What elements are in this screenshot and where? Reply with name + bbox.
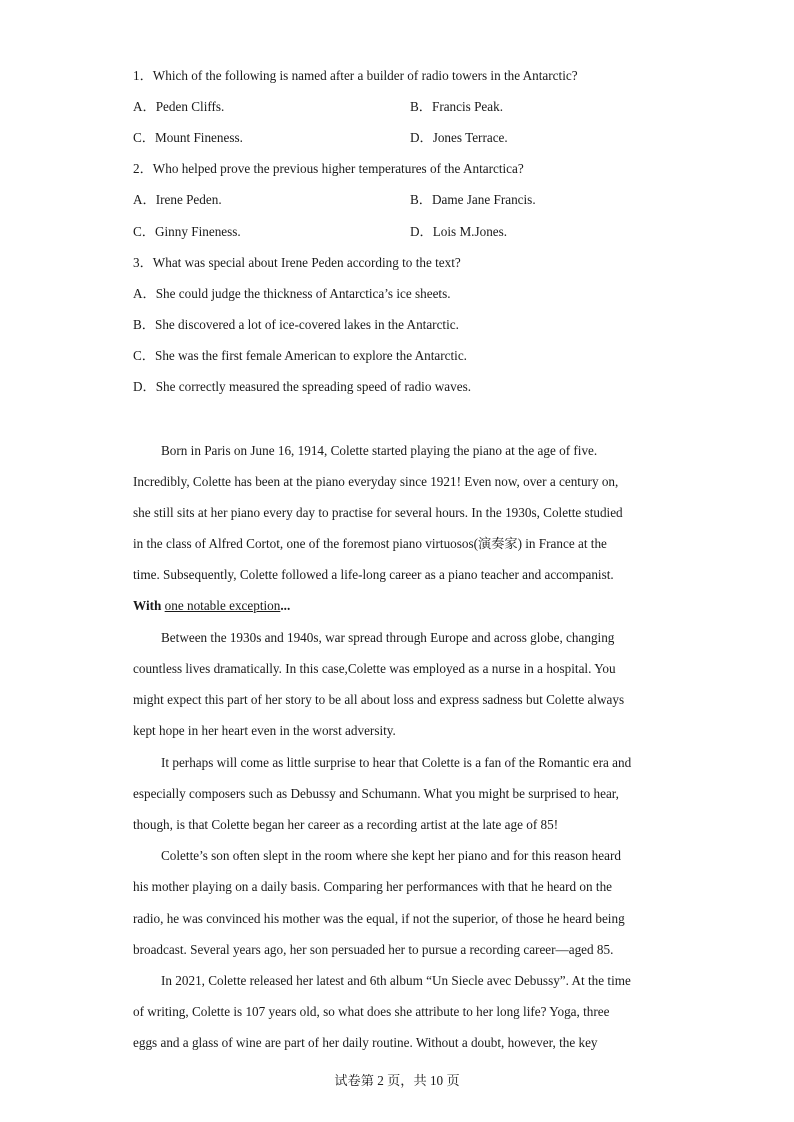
passage-p1-line-3: she still sits at her piano every day to practise for several hours. In the 1930s, Colette studied xyxy=(133,505,623,520)
passage-p4-line-2: his mother playing on a daily basis. Comparing her performances with that he heard on the xyxy=(133,879,613,894)
question-1-stem: 1．Which of the following is named after a builder of radio towers in the Antarctic? xyxy=(133,68,578,83)
passage-p4-line-4: broadcast. Several years ago, her son persuaded her to pursue a recording career—aged 85. xyxy=(133,942,614,957)
passage-p2-line-2: countless lives dramatically. In this case,Colette was employed as a nurse in a hospital. You xyxy=(133,661,616,676)
question-1-option-c: C．Mount Fineness. xyxy=(133,130,243,145)
passage-p4-line-1: Colette’s son often slept in the room where she kept her piano and for this reason heard xyxy=(161,848,621,863)
passage-p5-line-3: eggs and a glass of wine are part of her daily routine. Without a doubt, however, the key xyxy=(133,1035,598,1050)
passage-p3-line-3: though, is that Colette began her career as a recording artist at the late age of 85! xyxy=(133,817,559,832)
passage-p4-line-3: radio, he was convinced his mother was the equal, if not the superior, of those he heard being xyxy=(133,911,625,926)
passage-p1-line-2: Incredibly, Colette has been at the piano everyday since 1921! Even now, over a century on, xyxy=(133,474,619,489)
ellipsis-text: ... xyxy=(280,598,291,613)
question-1-option-a: A．Peden Cliffs. xyxy=(133,99,225,114)
passage-p1-line-5: time. Subsequently, Colette followed a life-long career as a piano teacher and accompanist. xyxy=(133,567,614,582)
question-3-option-c: C．She was the first female American to explore the Antarctic. xyxy=(133,348,467,363)
passage-p3-line-1: It perhaps will come as little surprise to hear that Colette is a fan of the Romantic era and xyxy=(161,755,632,770)
passage-p2-line-4: kept hope in her heart even in the worst adversity. xyxy=(133,723,396,738)
question-2-option-a: A．Irene Peden. xyxy=(133,192,222,207)
notable-exception-phrase: one notable exception xyxy=(164,598,281,613)
question-3-stem: 3．What was special about Irene Peden according to the text? xyxy=(133,255,461,270)
page-footer: 试卷第 2 页，共 10 页 xyxy=(334,1073,460,1088)
question-3-option-b: B．She discovered a lot of ice-covered lakes in the Antarctic. xyxy=(133,317,459,332)
question-2-option-c: C．Ginny Fineness. xyxy=(133,224,241,239)
passage-p1-line-1: Born in Paris on June 16, 1914, Colette started playing the piano at the age of five. xyxy=(161,443,598,458)
passage-p5-line-1: In 2021, Colette released her latest and 6th album “Un Siecle avec Debussy”. At the time xyxy=(161,973,631,988)
passage-p1-line-4: in the class of Alfred Cortot, one of the foremost piano virtuosos(演奏家) in France at the xyxy=(133,536,607,551)
question-3-option-d: D．She correctly measured the spreading speed of radio waves. xyxy=(133,379,471,394)
question-2-stem: 2．Who helped prove the previous higher temperatures of the Antarctica? xyxy=(133,161,524,176)
question-2-option-b: B．Dame Jane Francis. xyxy=(410,192,536,207)
question-2-option-d: D．Lois M.Jones. xyxy=(410,224,508,239)
passage-p5-line-2: of writing, Colette is 107 years old, so what does she attribute to her long life? Yoga, three xyxy=(133,1004,610,1019)
passage-with-text: With xyxy=(133,598,162,613)
passage-p3-line-2: especially composers such as Debussy and Schumann. What you might be surprised to hear, xyxy=(133,786,619,801)
question-1-option-d: D．Jones Terrace. xyxy=(410,130,508,145)
question-3-option-a: A．She could judge the thickness of Antarctica’s ice sheets. xyxy=(133,286,451,301)
passage-p1-tail xyxy=(133,597,290,615)
passage-p2-line-1: Between the 1930s and 1940s, war spread through Europe and across globe, changing xyxy=(161,630,615,645)
question-1-option-b: B．Francis Peak. xyxy=(410,99,504,114)
passage-p2-line-3: might expect this part of her story to be all about loss and express sadness but Colette always xyxy=(133,692,625,707)
